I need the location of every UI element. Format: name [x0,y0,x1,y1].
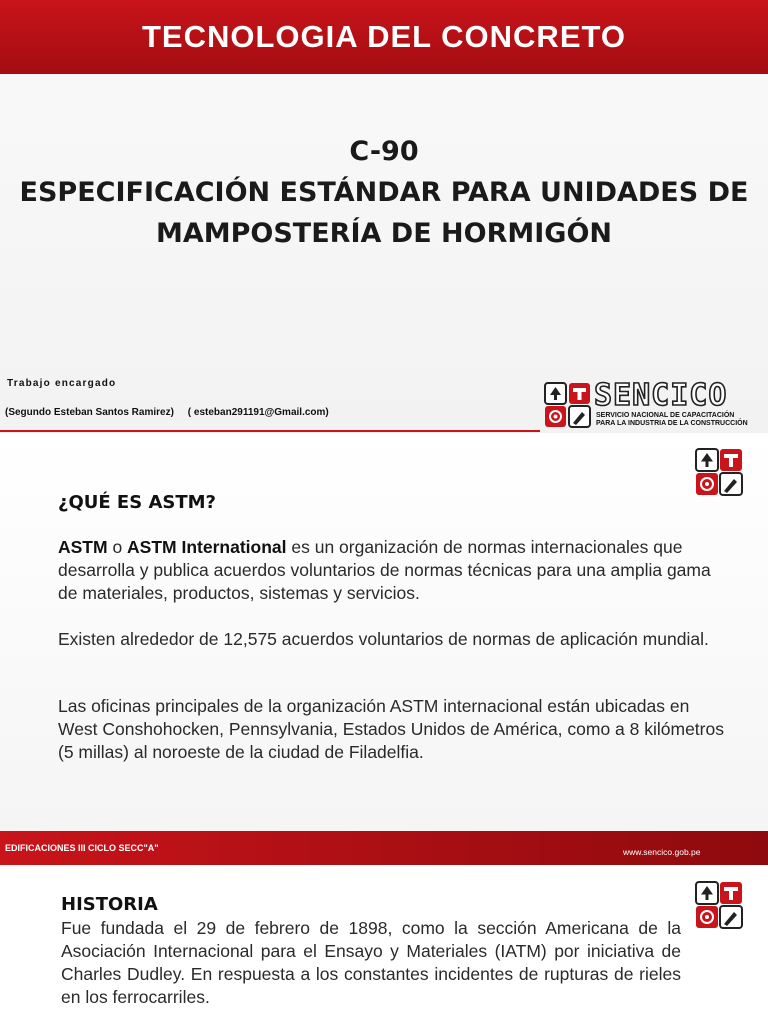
logo-subtitle-line-2: PARA LA INDUSTRIA DE LA CONSTRUCCIÓN [596,420,748,427]
red-divider [0,430,540,432]
astm-international-term: ASTM International [127,537,287,557]
footer-bar [0,831,768,865]
astm-paragraph-3: Las oficinas principales de la organización ASTM internacional están ubicadas en West Conshohocken, Pennsylvania, Estados Unidos de América, como a 8 kilómetros (5 millas) al noroeste de la ciudad de Filadelfia. [58,696,724,762]
main-title [0,132,768,254]
astm-paragraph-1 [58,536,726,605]
astm-term: ASTM [58,537,108,557]
astm-connector: o [107,537,128,557]
standard-code: C-90 [349,136,419,167]
footer-course: EDIFICACIONES III CICLO SECC"A" [5,843,159,853]
logo-wordmark: SENCICO [594,378,728,413]
header-title: TECNOLOGIA DEL CONCRETO [141,19,626,54]
header-bar [0,0,768,74]
slide2-logo [695,448,743,496]
assignment-label: Trabajo encargado [7,378,117,389]
logo-icons [544,382,592,428]
sencico-emblem-icon [695,881,743,929]
astm-definition: es un organización de normas internacionales que desarrolla y publica acuerdos voluntarios de normas técnicas para una amplia gama de materiales, productos, sistemas y servicios. [58,537,711,603]
sencico-emblem-icon [695,448,743,496]
logo-subtitle-line-1: SERVICIO NACIONAL DE CAPACITACIÓN [596,412,735,419]
author-line: (Segundo Esteban Santos Ramirez) ( esteban291191@Gmail.com) [5,407,329,418]
footer-website[interactable]: www.sencico.gob.pe [623,847,701,857]
history-text: Fue fundada el 29 de febrero de 1898, como la sección Americana de la Asociación Internacional para el Ensayo y Materiales (IATM) por iniciativa de Charles Dudley. En respuesta a los constantes incidentes de rupturas de rieles en los ferrocarriles. [61,918,681,1007]
sencico-logo [544,380,766,430]
title-line-1: ESPECIFICACIÓN ESTÁNDAR PARA UNIDADES DE [19,177,749,208]
astm-heading: ¿QUÉ ES ASTM? [58,492,216,513]
astm-paragraph-2: Existen alrededor de 12,575 acuerdos voluntarios de normas de aplicación mundial. [58,629,709,649]
logo-subtitle [596,412,766,428]
title-slide [0,0,768,433]
history-heading: HISTORIA [61,894,158,915]
title-line-2: MAMPOSTERÍA DE HORMIGÓN [155,218,613,249]
logo-emblem-icon [544,382,592,428]
slide3-logo [695,881,743,929]
